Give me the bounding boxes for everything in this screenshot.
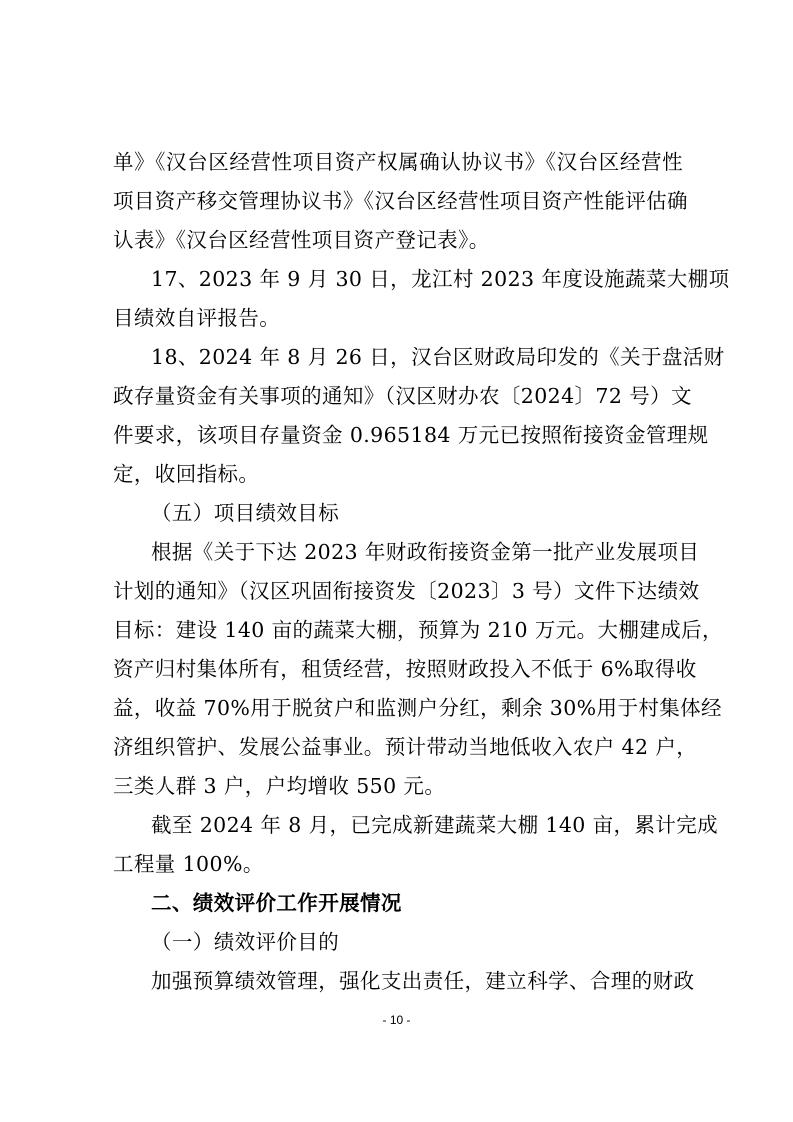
text-line: 三类人群 3 户，户均增收 550 元。	[113, 774, 446, 798]
page-number: - 10 -	[382, 1013, 411, 1027]
text-line: 截至 2024 年 8 月，已完成新建蔬菜大棚 140 亩，累计完成	[151, 813, 719, 837]
text-line: 项目资产移交管理协议书》《汉台区经营性项目资产性能评估确	[113, 189, 688, 213]
text-line: 18、2024 年 8 月 26 日，汉台区财政局印发的《关于盘活财	[151, 345, 725, 369]
text-line: 认表》《汉台区经营性项目资产登记表》。	[113, 228, 490, 252]
chapter-heading-2: 二、绩效评价工作开展情况	[151, 891, 402, 915]
text-line: 加强预算绩效管理，强化支出责任，建立科学、合理的财政	[151, 969, 695, 993]
section-heading-5: （五）项目绩效目标	[151, 501, 340, 525]
text-line: 济组织管护、发展公益事业。预计带动当地低收入农户 42 户，	[113, 735, 698, 759]
text-line: 17、2023 年 9 月 30 日，龙江村 2023 年度设施蔬菜大棚项	[151, 267, 730, 291]
text-line: 资产归村集体所有，租赁经营，按照财政投入不低于 6%取得收	[113, 657, 697, 681]
text-line: 单》《汉台区经营性项目资产权属确认协议书》《汉台区经营性	[113, 150, 683, 174]
text-line: 工程量 100%。	[113, 852, 264, 876]
text-line: 计划的通知》（汉区巩固衔接资发〔2023〕3 号）文件下达绩效	[113, 579, 700, 603]
text-line: 目绩效自评报告。	[113, 306, 281, 330]
section-heading-1: （一）绩效评价目的	[151, 930, 340, 954]
text-line: 目标：建设 140 亩的蔬菜大棚，预算为 210 万元。大棚建成后，	[113, 618, 723, 642]
text-line: 政存量资金有关事项的通知》（汉区财办农〔2024〕72 号）文	[113, 384, 692, 408]
text-line: 定，收回指标。	[113, 462, 260, 486]
text-line: 根据《关于下达 2023 年财政衔接资金第一批产业发展项目	[151, 540, 700, 564]
text-line: 益，收益 70%用于脱贫户和监测户分红，剩余 30%用于村集体经	[113, 696, 722, 720]
text-line: 件要求，该项目存量资金 0.965184 万元已按照衔接资金管理规	[113, 423, 709, 447]
